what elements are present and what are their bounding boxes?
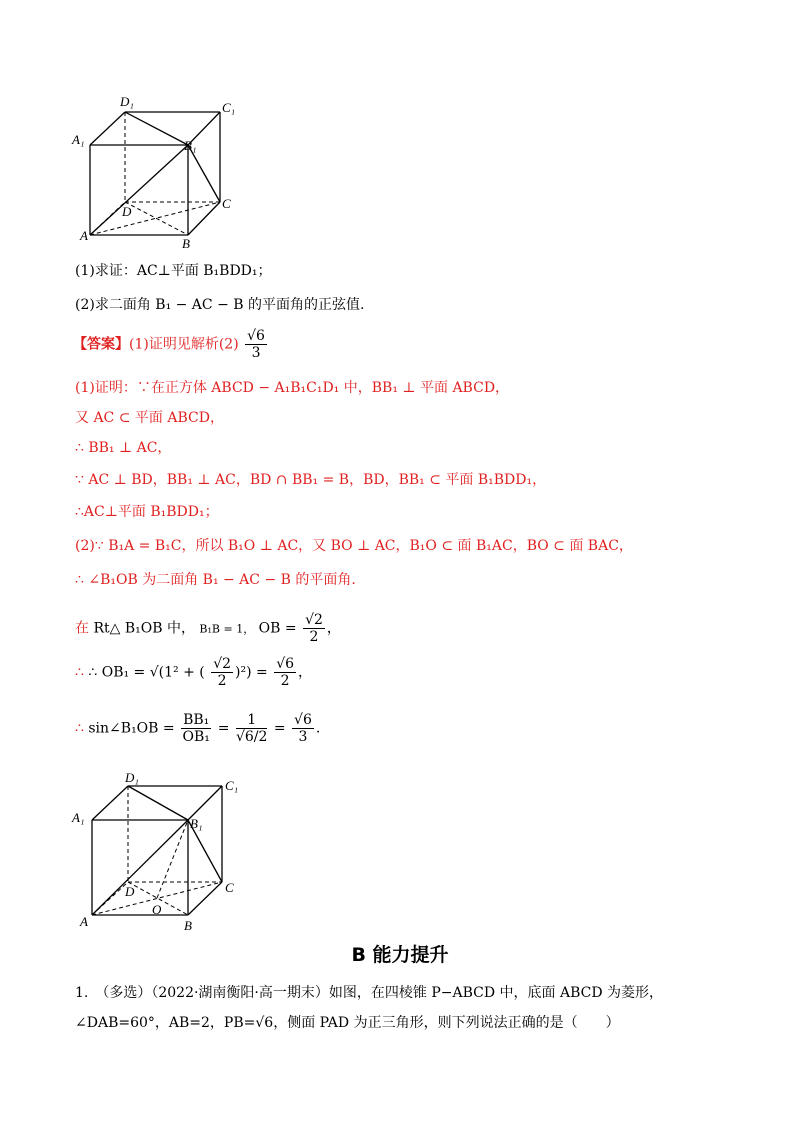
label-d1: D₁ [120, 94, 134, 109]
rt-triangle-text: Rt△ B₁OB 中， [93, 620, 195, 637]
label-a1: A₁ [72, 132, 85, 147]
label-c1: C₁ [222, 100, 236, 115]
label-c1: C₁ [225, 778, 239, 793]
question-part-1: (1)求证：AC⊥平面 B₁BDD₁； [75, 263, 272, 279]
cube-figure-2 [70, 770, 250, 935]
question-1-line-2: ∠DAB=60°，AB=2，PB=√6，侧面 PAD 为正三角形，则下列说法正确的是（ ） [75, 1015, 620, 1031]
label-a: A [80, 914, 88, 929]
sqrt2-over-2: $\frac{√2}{2}$ [213, 656, 232, 689]
proof-line-7: ∴ ∠B₁OB 为二面角 B₁ − AC − B 的平面角. [75, 572, 356, 588]
proof-line-10: ∴ sin∠B₁OB = $\frac{\text{BB₁}}{\text{OB₁}}$ = $\frac{1}{√6/2}$ = $\frac{√6}{3}$ . [75, 712, 321, 745]
label-b: B [184, 918, 192, 933]
ob-label: OB = [258, 620, 297, 637]
label-b1: B₁ [184, 138, 197, 153]
answer-text: (1)证明见解析(2) [129, 336, 239, 353]
ob-fraction: $\frac{√2}{2}$ [305, 612, 323, 645]
label-o: O [152, 902, 162, 917]
answer-fraction: $\frac{√6}{3}$ [247, 328, 265, 361]
cube-figure-1 [70, 90, 250, 250]
proof-line-4: ∵ AC ⊥ BD，BB₁ ⊥ AC，BD ∩ BB₁ = B，BD，BB₁ ⊂ 平面 B₁BDD₁， [75, 472, 547, 488]
answer-bracket: 【答案】 [73, 336, 129, 353]
label-d: D [125, 884, 135, 899]
label-b1: B₁ [190, 816, 203, 831]
label-c: C [222, 196, 231, 211]
proof-line-3: ∴ BB₁ ⊥ AC， [75, 440, 172, 456]
proof-line-6: (2)∵ B₁A = B₁C，所以 B₁O ⊥ AC，又 BO ⊥ AC，B₁O ⊂ 面 B₁AC，BO ⊂ 面 BAC， [75, 538, 633, 554]
sqrt6-over-2: $\frac{√6}{2}$ [276, 656, 295, 689]
section-title: B 能力提升 [351, 944, 449, 966]
question-1-line-1: 1. （多选）（2022·湖南衡阳·高一期末）如图，在四棱锥 P−ABCD 中，底面 ABCD 为菱形， [75, 985, 664, 1001]
label-d: D [122, 204, 132, 219]
proof-line-8: 在 Rt△ B₁OB 中， B₁B = 1， OB = $\frac{√2}{2}$ ， [75, 612, 341, 645]
proof-line-2: 又 AC ⊂ 平面 ABCD， [75, 410, 224, 426]
label-a: A [80, 228, 88, 243]
proof-line-1: (1)证明：∵在正方体 ABCD − A₁B₁C₁D₁ 中，BB₁ ⊥ 平面 ABCD， [75, 380, 510, 396]
proof-line-5: ∴AC⊥平面 B₁BDD₁； [75, 504, 219, 520]
label-b: B [182, 236, 190, 250]
question-part-2: (2)求二面角 B₁ − AC − B 的平面角的正弦值. [75, 297, 365, 313]
label-c: C [225, 880, 234, 895]
label-a1: A₁ [72, 810, 85, 825]
answer-line [73, 328, 269, 361]
proof-line-9: ∴ ∴ OB₁ = √(1² + ( $\frac{√2}{2}$ )²) = $\frac{√6}{2}$ ， [75, 656, 313, 689]
b1b-value: B₁B = 1， [199, 622, 255, 636]
label-d1: D₁ [125, 770, 139, 785]
